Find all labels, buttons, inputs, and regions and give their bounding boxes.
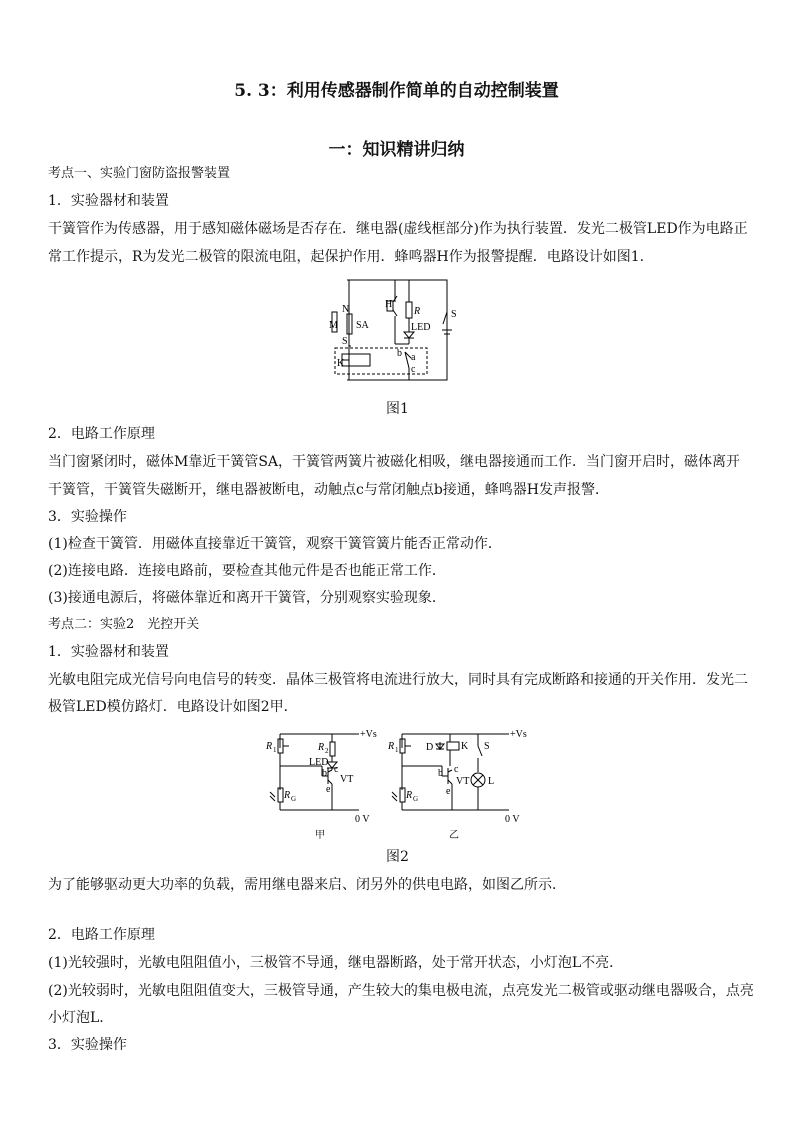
fig1-label-R: R <box>414 306 421 317</box>
fig2-left-vt: VT <box>340 774 354 785</box>
kp2-s1-after: 为了能够驱动更大功率的负载，需用继电器来启、闭另外的供电电路，如图乙所示． <box>48 877 566 893</box>
fig2-right-rg-sub: G <box>413 795 419 803</box>
fig1-label-S-magnet: S <box>342 336 348 347</box>
fig2-right-d: D <box>426 742 434 753</box>
kp2-s2-heading: 2．电路工作原理 <box>48 927 155 943</box>
fig1-label-K: K <box>337 358 345 369</box>
page-title: 5. 3：利用传感器制作简单的自动控制装置 <box>234 81 559 101</box>
section-title: 一：知识精讲归纳 <box>328 140 465 160</box>
fig2-right-rg: R <box>406 790 413 801</box>
fig1-label-SA: SA <box>356 320 369 331</box>
fig2-left-r2: R <box>318 742 325 753</box>
fig2-right-vs: +Vs <box>510 729 527 740</box>
kp2-heading: 考点二：实验2 光控开关 <box>48 617 200 632</box>
fig2-right-e: e <box>446 786 451 797</box>
kp1-heading: 考点一、实验门窗防盗报警装置 <box>48 166 231 181</box>
kp1-s3-item: (2)连接电路．连接电路前，要检查其他元件是否也能正常工作． <box>48 563 446 579</box>
fig2-left-vs: +Vs <box>360 729 377 740</box>
fig1-label-M: M <box>329 320 338 331</box>
fig2-right-k: K <box>461 741 469 752</box>
fig1-label-b: b <box>397 348 402 359</box>
kp1-s3-heading: 3．实验操作 <box>48 509 127 525</box>
fig2-left-led: LED <box>309 757 329 768</box>
kp2-s1-line2: 极管LED模仿路灯．电路设计如图2甲． <box>48 699 298 715</box>
kp1-s3-item: (3)接通电源后，将磁体靠近和离开干簧管，分别观察实验现象． <box>48 590 446 606</box>
figure-1-caption: 图1 <box>386 401 409 417</box>
fig2-right-r1: R <box>388 741 395 752</box>
fig2-left-r2-sub: 2 <box>325 747 329 755</box>
kp1-s2-line1: 当门窗紧闭时，磁体M靠近干簧管SA，干簧管两簧片被磁化相吸，继电器接通而工作．当门窗开启时，磁体离开 <box>48 454 741 470</box>
fig2-left-c: c <box>334 764 339 775</box>
fig2-right-c: c <box>454 764 459 775</box>
figure-1-circuit <box>325 272 465 384</box>
fig2-right-vt: VT <box>456 776 470 787</box>
kp2-s2-item: 小灯泡L. <box>48 1010 104 1026</box>
kp1-s2-heading: 2．电路工作原理 <box>48 426 155 442</box>
fig2-right-zero: 0 V <box>505 814 520 825</box>
fig2-left-r1-sub: 1 <box>273 746 277 754</box>
fig1-label-LED: LED <box>411 322 431 333</box>
fig2-right-r1-sub: 1 <box>395 746 399 754</box>
fig2-right-l: L <box>488 776 495 787</box>
kp1-s3-item: (1)检查干簧管．用磁体直接靠近干簧管，观察干簧管簧片能否正常动作． <box>48 536 502 552</box>
fig2-left-zero: 0 V <box>355 814 370 825</box>
fig2-left-e: e <box>326 784 331 795</box>
kp2-s3-heading: 3．实验操作 <box>48 1037 127 1053</box>
fig2-right-subtitle: 乙 <box>449 830 459 841</box>
kp1-s1-heading: 1．实验器材和装置 <box>48 193 169 209</box>
kp1-s1-line1: 干簧管作为传感器，用于感知磁体磁场是否存在．继电器(虚线框部分)作为执行装置．发光二极管LED作为电路正 <box>48 221 748 237</box>
figure-2-caption: 图2 <box>386 849 409 865</box>
fig2-right-s: S <box>484 741 490 752</box>
kp1-s1-line2: 常工作提示，R为发光二极管的限流电阻，起保护作用．蜂鸣器H作为报警提醒．电路设计如图1. <box>48 249 645 265</box>
kp2-s2-item: (1)光较强时，光敏电阻阻值小，三极管不导通，继电器断路，处于常开状态，小灯泡L不亮． <box>48 955 624 971</box>
kp1-s2-line2: 干簧管，干簧管失磁断开，继电器被断电，动触点c与常闭触点b接通，蜂鸣器H发声报警． <box>48 482 610 498</box>
fig2-left-subtitle: 甲 <box>315 830 325 841</box>
fig1-label-a: a <box>411 352 416 363</box>
kp2-s1-line1: 光敏电阻完成光信号向电信号的转变．晶体三极管将电流进行放大，同时具有完成断路和接通的开关作用．发光二 <box>48 672 748 688</box>
fig1-label-c: c <box>411 364 416 375</box>
fig2-left-b: b <box>322 768 327 779</box>
kp2-s2-item: (2)光较弱时，光敏电阻阻值变大，三极管导通，产生较大的集电极电流，点亮发光二极管或驱动继电器吸合，点亮 <box>48 983 754 999</box>
fig1-label-H: H <box>385 299 393 310</box>
fig1-label-N: N <box>342 304 350 315</box>
kp2-s1-heading: 1．实验器材和装置 <box>48 644 169 660</box>
fig2-left-rg-sub: G <box>291 795 297 803</box>
figure-2-circuits <box>262 722 532 842</box>
fig2-left-r1: R <box>266 741 273 752</box>
fig2-right-b: b <box>438 768 443 779</box>
fig2-left-rg: R <box>284 790 291 801</box>
fig1-label-S-switch: S <box>451 309 457 320</box>
